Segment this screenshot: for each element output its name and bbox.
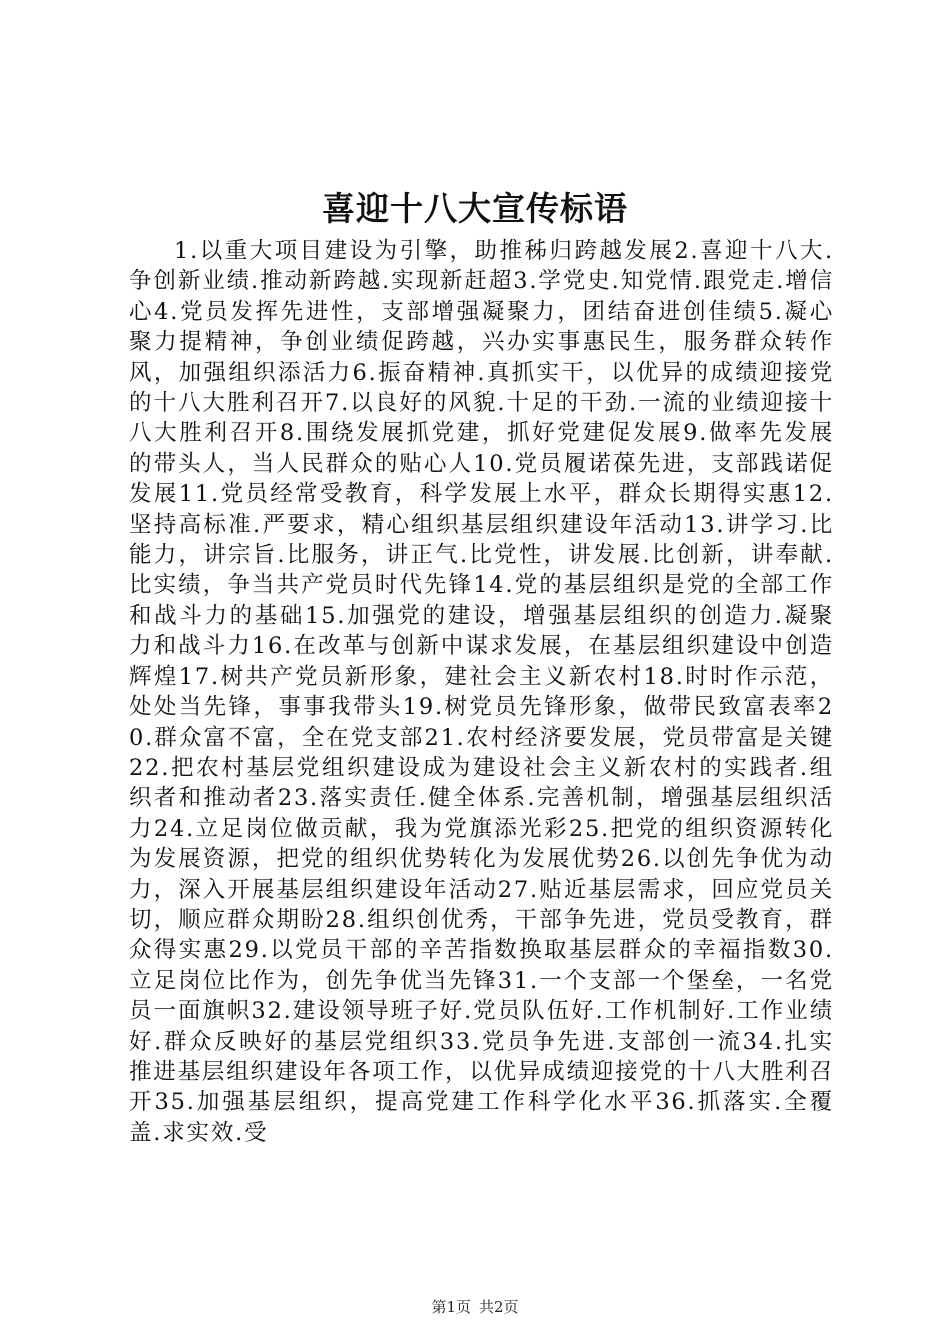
slogan-body-text: 1.以重大项目建设为引擎，助推秭归跨越发展2.喜迎十八大.争创新业绩.推动新跨越.实现新赶超3.学党史.知党情.跟党走.增信心4.党员发挥先进性，支部增强凝聚力，团结奋进创佳绩5.凝心聚力提精神，争创业绩促跨越，兴办实事惠民生，服务群众转作风，加强组织添活力6.振奋精神.真抓实干，以优异的成绩迎接党的十八大胜利召开7.以良好的风貌.十足的干劲.一流的业绩迎接十八大胜利召开8.围绕发展抓党建，抓好党建促发展9.做率先发展的带头人，当人民群众的贴心人10.党员履诺葆先进，支部践诺促发展11.党员经常受教育，科学发展上水平，群众长期得实惠12.坚持高标准.严要求，精心组织基层组织建设年活动13.讲学习.比能力，讲宗旨.比服务，讲正气.比党性，讲发展.比创新，讲奉献.比实绩，争当共产党员时代先锋14.党的基层组织是党的全部工作和战斗力的基础15.加强党的建设，增强基层组织的创造力.凝聚力和战斗力16.在改革与创新中谋求发展，在基层组织建设中创造辉煌17.树共产党员新形象，建社会主义新农村18.时时作示范，处处当先锋，事事我带头19.树党员先锋形象，做带民致富表率20.群众富不富，全在党支部21.农村经济要发展，党员带富是关键22.把农村基层党组织建设成为建设社会主义新农村的实践者.组织者和推动者23.落实责任.健全体系.完善机制，增强基层组织活力24.立足岗位做贡献，我为党旗添光彩25.把党的组织资源转化为发展资源，把党的组织优势转化为发展优势26.以创先争优为动力，深入开展基层组织建设年活动27.贴近基层需求，回应党员关切，顺应群众期盼28.组织创优秀，干部争先进，党员受教育，群众得实惠29.以党员干部的辛苦指数换取基层群众的幸福指数30.立足岗位比作为，创先争优当先锋31.一个支部一个堡垒，一名党员一面旗帜32.建设领导班子好.党员队伍好.工作机制好.工作业绩好.群众反映好的基层党组织33.党员争先进.支部创一流34.扎实推进基层组织建设年各项工作，以优异成绩迎接党的十八大胜利召开35.加强基层组织，提高党建工作科学化水平36.抓落实.全覆盖.求实效.受 bbox=[129, 238, 834, 1146]
page-number: 第1页 bbox=[431, 1298, 471, 1316]
page-footer bbox=[0, 1296, 950, 1318]
page-total: 共2页 bbox=[479, 1298, 519, 1316]
document-title: 喜迎十八大宣传标语 bbox=[322, 189, 628, 228]
